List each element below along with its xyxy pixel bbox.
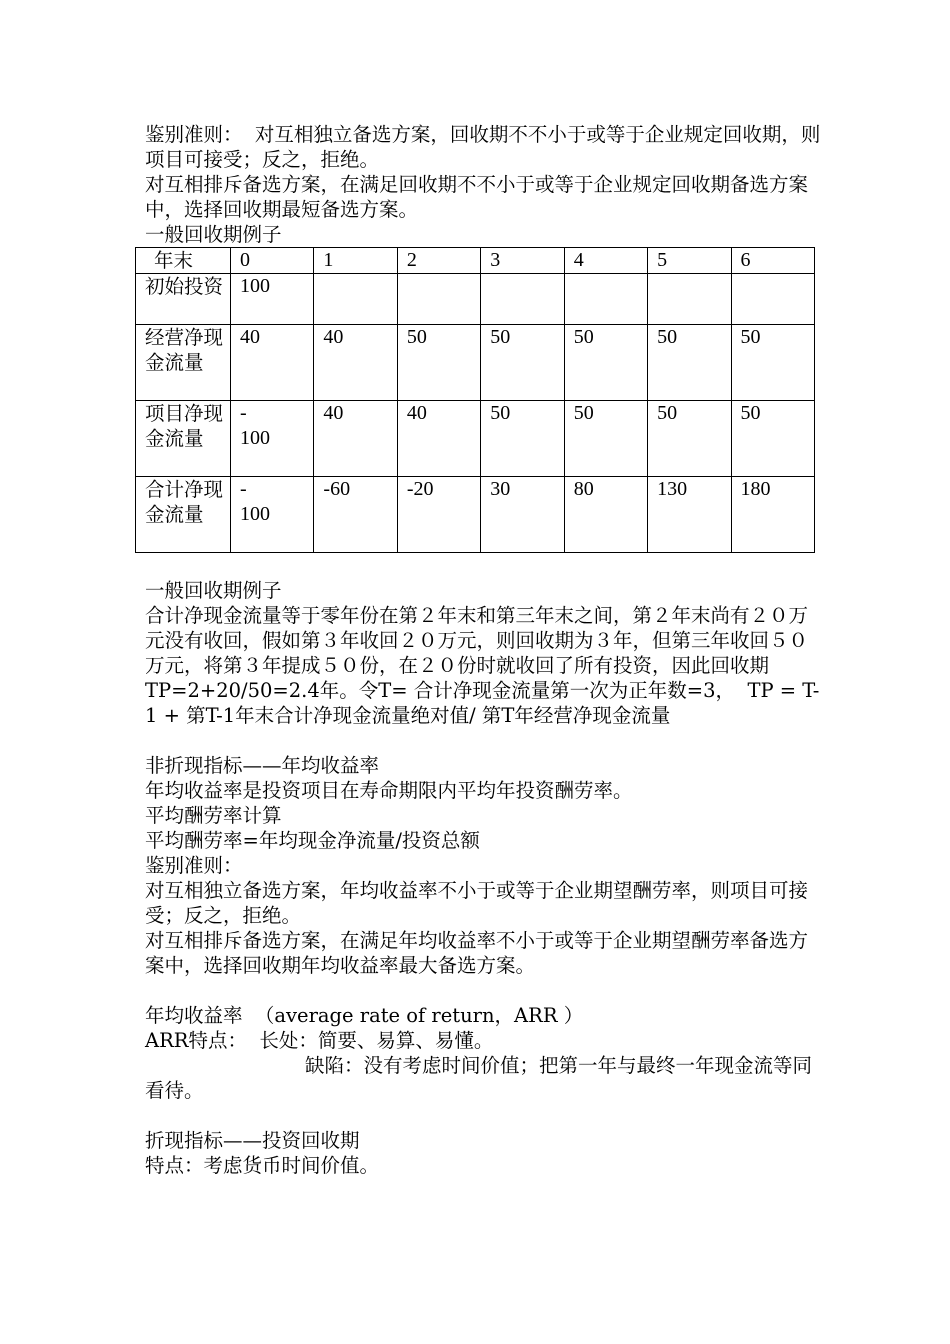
table-cell: 50 — [481, 325, 564, 401]
header-cell: 1 — [314, 248, 397, 274]
table-cell — [314, 274, 397, 325]
arr-pros: ARR特点： 长处：简要、易算、易懂。 — [145, 1029, 494, 1052]
table-cell: 40 — [314, 401, 397, 477]
table-cell: 100 — [231, 274, 314, 325]
arr-criteria-2: 对互相排斥备选方案，在满足年均收益率不小于或等于企业期望酬劳率备选方案中，选择回收期年均收益率最大备选方案。 — [145, 929, 809, 977]
discount-feature: 特点：考虑货币时间价值。 — [145, 1154, 380, 1177]
table-cell — [731, 274, 814, 325]
table-cell: - 100 — [231, 401, 314, 477]
table-cell: 130 — [648, 477, 731, 553]
table-cell — [397, 274, 480, 325]
row-label: 初始投资 — [136, 274, 231, 325]
table-cell: -60 — [314, 477, 397, 553]
arr-criteria-title: 鉴别准则： — [145, 854, 243, 877]
table-cell: 50 — [481, 401, 564, 477]
table-row — [136, 477, 815, 553]
table-cell: 50 — [648, 325, 731, 401]
arr-criteria-1: 对互相独立备选方案，年均收益率不小于或等于企业期望酬劳率，则项目可接受；反之，拒绝。 — [145, 879, 809, 927]
arr-definition: 年均收益率是投资项目在寿命期限内平均年投资酬劳率。 — [145, 779, 633, 802]
criteria-paragraph-1: 鉴别准则： 对互相独立备选方案，回收期不不小于或等于企业规定回收期，则项目可接受；反之，拒绝。 — [145, 123, 821, 171]
table-cell — [564, 274, 647, 325]
header-cell: 6 — [731, 248, 814, 274]
document-page — [145, 122, 825, 1178]
row-label: 合计净现 金流量 — [136, 477, 231, 553]
payback-table — [135, 247, 815, 553]
table-cell: 80 — [564, 477, 647, 553]
table-row — [136, 274, 815, 325]
table-row — [136, 401, 815, 477]
arr-heading: 非折现指标——年均收益率 — [145, 754, 380, 777]
example-body: 合计净现金流量等于零年份在第２年末和第三年末之间，第２年末尚有２０万元没有收回，假如第３年收回２０万元，则回收期为３年，但第三年收回５０万元，将第３年提成５０份，在２０份时就收回了所有投资，因此回收期 TP=2+20/50=2.4年。令T= 合计净现金流量第一次为正年数=3， TP = T-1 + 第T-1年末合计净现金流量绝对值/ 第T年经营净现金流量 — [145, 604, 820, 727]
header-cell: 0 — [231, 248, 314, 274]
table-cell — [648, 274, 731, 325]
table-cell: 40 — [397, 401, 480, 477]
row-label: 项目净现 金流量 — [136, 401, 231, 477]
arr-name: 年均收益率 （average rate of return，ARR ） — [145, 1004, 584, 1027]
table-cell: - 100 — [231, 477, 314, 553]
arr-formula: 平均酬劳率=年均现金净流量/投资总额 — [145, 829, 480, 852]
header-cell: 5 — [648, 248, 731, 274]
table-cell: -20 — [397, 477, 480, 553]
table-header-row — [136, 248, 815, 274]
table-title: 一般回收期例子 — [145, 223, 282, 246]
table-cell: 50 — [564, 325, 647, 401]
header-cell: 2 — [397, 248, 480, 274]
table-cell: 180 — [731, 477, 814, 553]
discount-heading: 折现指标——投资回收期 — [145, 1129, 360, 1152]
table-cell: 50 — [648, 401, 731, 477]
table-cell: 40 — [231, 325, 314, 401]
example-title: 一般回收期例子 — [145, 579, 282, 602]
table-cell: 30 — [481, 477, 564, 553]
criteria-paragraph-2: 对互相排斥备选方案，在满足回收期不不小于或等于企业规定回收期备选方案中，选择回收期最短备选方案。 — [145, 173, 809, 221]
header-cell: 4 — [564, 248, 647, 274]
arr-cons: 缺陷：没有考虑时间价值；把第一年与最终一年现金流等同看待。 — [145, 1054, 813, 1102]
table-cell — [481, 274, 564, 325]
table-row — [136, 325, 815, 401]
row-label: 经营净现 金流量 — [136, 325, 231, 401]
header-cell: 年末 — [136, 248, 231, 274]
table-cell: 50 — [564, 401, 647, 477]
header-cell: 3 — [481, 248, 564, 274]
table-cell: 50 — [731, 325, 814, 401]
table-cell: 50 — [731, 401, 814, 477]
table-cell: 50 — [397, 325, 480, 401]
table-cell: 40 — [314, 325, 397, 401]
arr-calc-title: 平均酬劳率计算 — [145, 804, 282, 827]
